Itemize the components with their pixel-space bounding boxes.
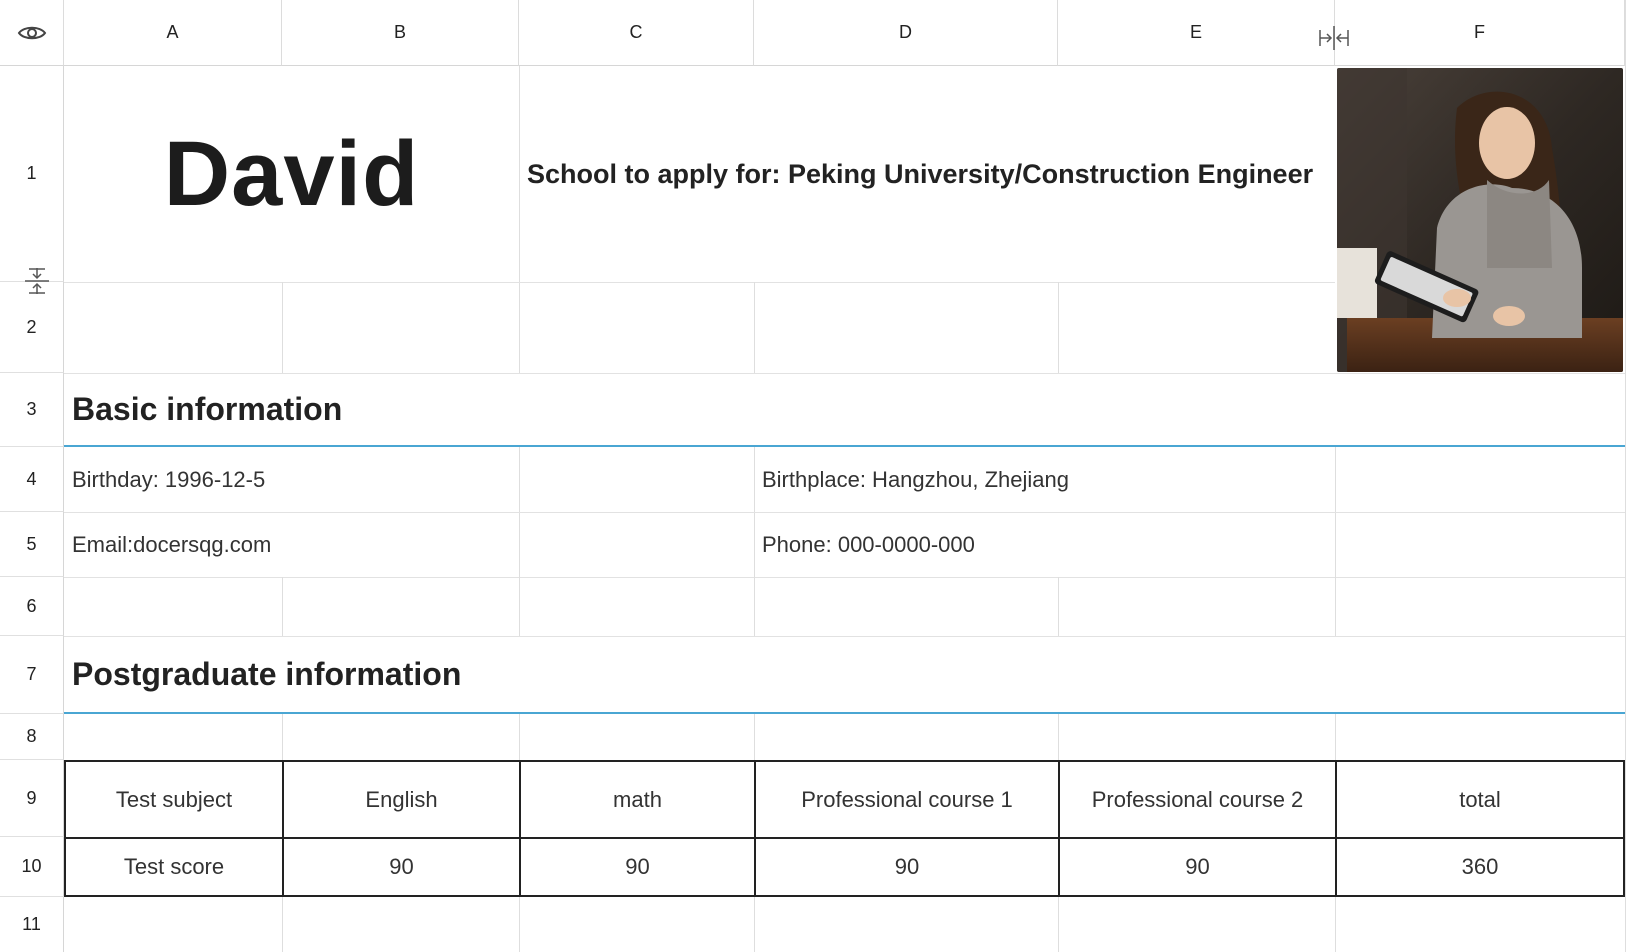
school-cell[interactable]: School to apply for: Peking University/Construction Engineer <box>527 158 1314 189</box>
row-header-3[interactable]: 3 <box>0 373 64 447</box>
table-cell[interactable]: Test score <box>64 837 284 897</box>
table-cell[interactable]: 90 <box>282 837 521 897</box>
row-header-6[interactable]: 6 <box>0 577 64 636</box>
row-header-11[interactable]: 11 <box>0 897 64 952</box>
table-header-cell[interactable]: Professional course 2 <box>1058 760 1337 839</box>
grid-line <box>754 577 755 636</box>
column-header-b[interactable]: B <box>282 0 519 66</box>
row-header-10[interactable]: 10 <box>0 837 64 897</box>
grid-line <box>282 577 283 636</box>
eye-icon[interactable] <box>17 23 47 43</box>
table-cell[interactable]: 360 <box>1335 837 1625 897</box>
grid-line <box>754 282 755 373</box>
row-header-8[interactable]: 8 <box>0 714 64 760</box>
grid-line <box>1058 282 1059 373</box>
column-header-e[interactable]: E <box>1058 0 1335 66</box>
column-header-c[interactable]: C <box>519 0 754 66</box>
grid-line <box>1335 897 1336 952</box>
row-header-1[interactable]: 1 <box>0 66 64 282</box>
grid-line <box>754 714 755 760</box>
table-header-cell[interactable]: total <box>1335 760 1625 839</box>
table-header-cell[interactable]: math <box>519 760 756 839</box>
row-header-2[interactable]: 2 <box>0 282 64 373</box>
column-resize-icon[interactable] <box>1318 24 1350 52</box>
table-header-cell[interactable]: English <box>282 760 521 839</box>
grid-line <box>1625 0 1626 952</box>
table-cell[interactable]: 90 <box>1058 837 1337 897</box>
section-title-postgrad[interactable]: Postgraduate information <box>72 655 462 692</box>
row-header-5[interactable]: 5 <box>0 512 64 577</box>
profile-photo[interactable] <box>1337 68 1623 372</box>
row-resize-icon[interactable] <box>23 267 51 295</box>
email-cell[interactable]: Email:docersqg.com <box>72 531 272 557</box>
row-header-4[interactable]: 4 <box>0 447 64 512</box>
grid-line <box>282 897 283 952</box>
name-cell[interactable]: David <box>163 122 420 225</box>
row-header-9[interactable]: 9 <box>0 760 64 837</box>
table-cell[interactable]: 90 <box>754 837 1060 897</box>
grid-line <box>282 714 283 760</box>
grid-line <box>519 577 520 636</box>
column-header-a[interactable]: A <box>64 0 282 66</box>
grid-line <box>1058 897 1059 952</box>
grid-line <box>519 714 520 760</box>
grid-line <box>1058 714 1059 760</box>
grid-line <box>519 897 520 952</box>
section-underline <box>64 712 1625 714</box>
grid-line <box>754 897 755 952</box>
column-header-d[interactable]: D <box>754 0 1058 66</box>
grid-line <box>1058 577 1059 636</box>
grid-line <box>1335 714 1336 760</box>
grid-line <box>282 282 283 373</box>
person-photo-icon <box>1337 68 1623 372</box>
corner-cell[interactable] <box>0 0 64 66</box>
table-header-cell[interactable]: Test subject <box>64 760 284 839</box>
grid-line <box>1335 577 1336 636</box>
column-header-f[interactable]: F <box>1335 0 1625 66</box>
section-title-basic[interactable]: Basic information <box>72 390 343 427</box>
grid-line <box>64 577 1625 578</box>
birthplace-cell[interactable]: Birthplace: Hangzhou, Zhejiang <box>762 466 1069 492</box>
grid-line <box>64 282 1335 283</box>
table-header-cell[interactable]: Professional course 1 <box>754 760 1060 839</box>
birthday-cell[interactable]: Birthday: 1996-12-5 <box>72 466 266 492</box>
phone-cell[interactable]: Phone: 000-0000-000 <box>762 531 975 557</box>
table-cell[interactable]: 90 <box>519 837 756 897</box>
row-header-7[interactable]: 7 <box>0 636 64 714</box>
